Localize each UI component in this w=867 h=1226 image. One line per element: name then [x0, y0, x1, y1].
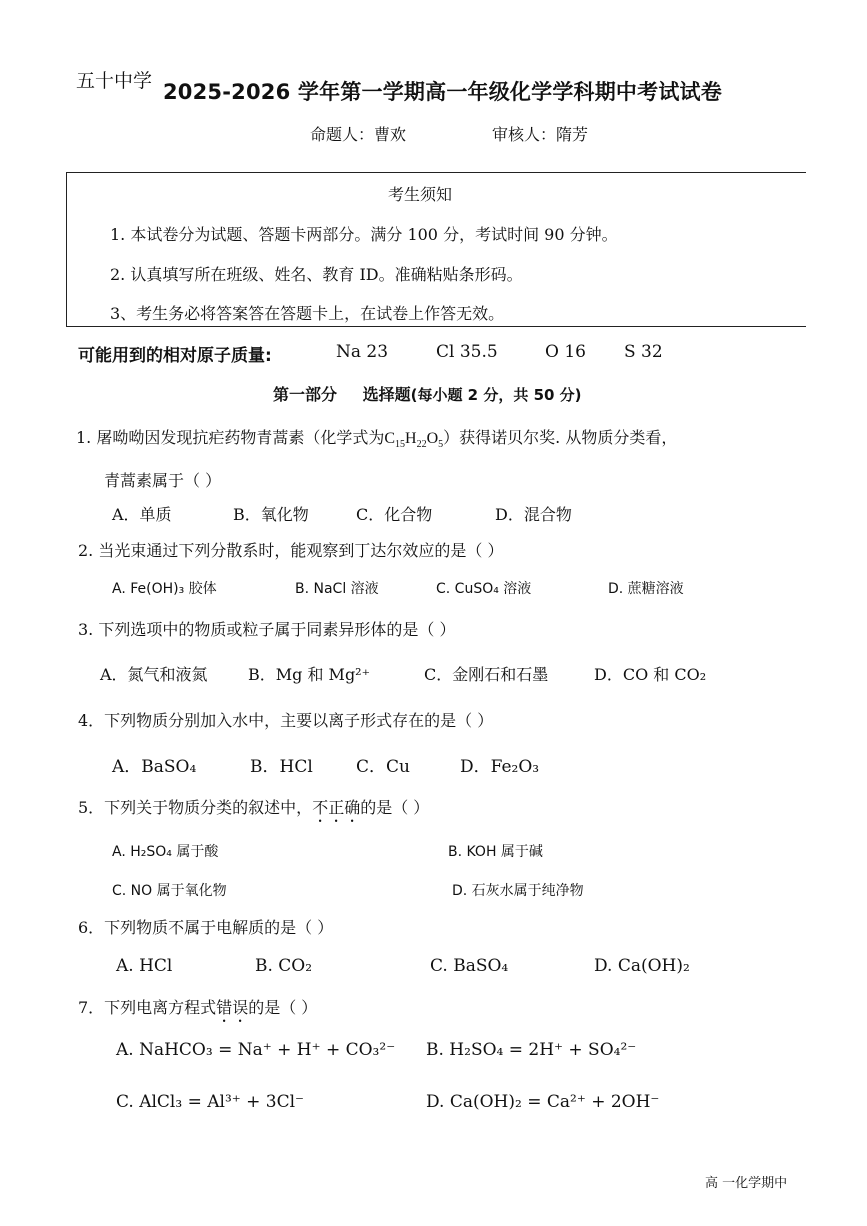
q1-formula: $C_{15}H_{22}O_5$ — [384, 430, 444, 451]
atomic-mass-o: O 16 — [545, 342, 586, 362]
q2-option-d: D. 蔗糖溶液 — [608, 581, 684, 597]
q2-option-a: A. Fe(OH)₃ 胶体 — [112, 581, 217, 597]
q7-stem-post: 的是（ ） — [248, 998, 318, 1017]
q1-option-d: D．混合物 — [495, 505, 572, 524]
question-1-line-1 — [76, 425, 677, 450]
q7-option-d: D. Ca(OH)₂ = Ca²⁺ + 2OH⁻ — [426, 1092, 660, 1112]
question-3-stem: 3. 下列选项中的物质或粒子属于同素异形体的是（ ） — [78, 620, 456, 639]
section-title — [273, 382, 582, 405]
school-name: 五十中学 — [76, 70, 153, 92]
q4-option-a: A．BaSO₄ — [112, 757, 197, 777]
question-4-stem: 4．下列物质分别加入水中，主要以离子形式存在的是（ ） — [78, 711, 494, 730]
q7-option-b: B. H₂SO₄ = 2H⁺ + SO₄²⁻ — [426, 1040, 637, 1060]
q5-stem-post: 的是（ ） — [360, 798, 430, 817]
q3-option-c: C．金刚石和石墨 — [424, 665, 549, 684]
q3-option-d: D．CO 和 CO₂ — [594, 665, 707, 684]
q6-option-b: B. CO₂ — [255, 956, 313, 976]
q1-option-c: C．化合物 — [356, 505, 433, 524]
page-footer: 高 一化学期中 — [705, 1176, 788, 1191]
q2-option-b: B. NaCl 溶液 — [295, 581, 379, 597]
q6-option-d: D. Ca(OH)₂ — [594, 956, 690, 976]
author-line: 命题人：曹欢 — [310, 125, 407, 144]
q1-stem-end: ）获得诺贝尔奖. 从物质分类看， — [443, 428, 678, 447]
question-7-stem — [78, 995, 317, 1026]
question-5-stem — [78, 795, 429, 826]
q4-option-d: D．Fe₂O₃ — [460, 757, 540, 777]
q6-option-a: A. HCl — [116, 956, 173, 976]
atomic-mass-cl: Cl 35.5 — [436, 342, 498, 362]
q5-emphasis: 不正确 — [312, 798, 361, 817]
q5-option-c: C. NO 属于氧化物 — [112, 883, 227, 899]
q1-option-a: A．单质 — [112, 505, 172, 524]
q7-stem-pre: 7．下列电离方程式 — [78, 998, 217, 1017]
atomic-mass-na: Na 23 — [336, 342, 389, 362]
q1-option-b: B．氧化物 — [233, 505, 309, 524]
q3-option-a: A．氮气和液氮 — [100, 665, 208, 684]
q4-option-b: B．HCl — [250, 757, 313, 777]
section-part: 第一部分 — [273, 385, 338, 404]
notice-heading: 考生须知 — [388, 185, 453, 204]
question-2-stem: 2. 当光束通过下列分散系时，能观察到丁达尔效应的是（ ） — [78, 541, 504, 560]
q7-option-c: C. AlCl₃ = Al³⁺ + 3Cl⁻ — [116, 1092, 305, 1112]
q5-option-a: A. H₂SO₄ 属于酸 — [112, 844, 219, 860]
atomic-mass-label: 可能用到的相对原子质量: — [78, 346, 272, 366]
q2-option-c: C. CuSO₄ 溶液 — [436, 581, 532, 597]
q4-option-c: C．Cu — [356, 757, 410, 777]
q6-option-c: C. BaSO₄ — [430, 956, 509, 976]
exam-title: 2025-2026 学年第一学期高一年级化学学科期中考试试卷 — [163, 80, 722, 104]
reviewer-line: 审核人：隋芳 — [492, 125, 589, 144]
q5-option-b: B. KOH 属于碱 — [448, 844, 543, 860]
q7-option-a: A. NaHCO₃ = Na⁺ + H⁺ + CO₃²⁻ — [116, 1040, 396, 1060]
question-6-stem: 6．下列物质不属于电解质的是（ ） — [78, 918, 334, 937]
q5-stem-pre: 5．下列关于物质分类的叙述中， — [78, 798, 313, 817]
q1-stem: 1. 屠呦呦因发现抗疟药物青蒿素（化学式为 — [76, 428, 385, 447]
section-note: (每小题 2 分，共 50 分) — [410, 386, 582, 404]
notice-item-3: 3、考生务必将答案答在答题卡上，在试卷上作答无效。 — [110, 304, 505, 323]
q5-option-d: D. 石灰水属于纯净物 — [452, 883, 584, 899]
section-name: 选择题 — [362, 385, 411, 404]
question-1-line-2: 青蒿素属于（ ） — [104, 471, 222, 490]
notice-item-1: 1. 本试卷分为试题、答题卡两部分。满分 100 分，考试时间 90 分钟。 — [110, 225, 618, 244]
atomic-mass-s: S 32 — [624, 342, 663, 362]
notice-item-2: 2. 认真填写所在班级、姓名、教育 ID。准确粘贴条形码。 — [110, 265, 523, 284]
q3-option-b: B．Mg 和 Mg²⁺ — [248, 665, 371, 684]
q7-emphasis: 错误 — [216, 998, 249, 1017]
